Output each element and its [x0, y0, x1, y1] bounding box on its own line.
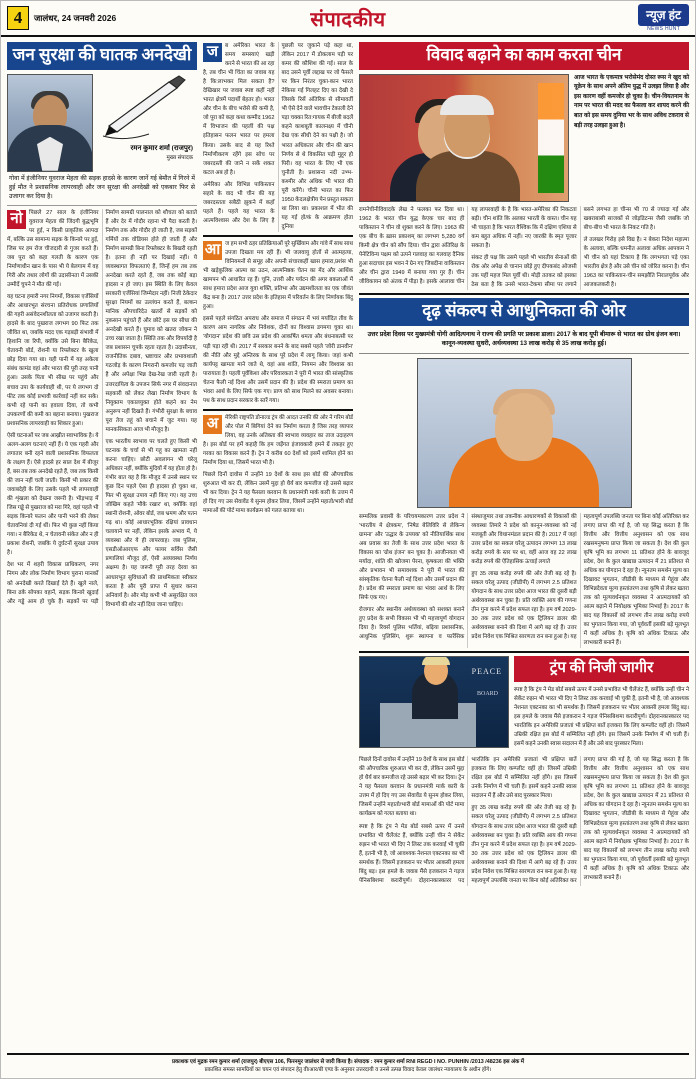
dropcap-mid-2: आ [204, 241, 221, 258]
column-right [359, 42, 689, 1054]
mid-body-mid [203, 240, 353, 406]
yogi-photo [417, 358, 632, 508]
mid-para-4: इससे पहले संगठित अपराध और समाज में संगठन में भयं मर्यादित तीव के कारण आम नागरिक और निवेशक, दोनों का विश्वास डगमगा चुका था। 'योगदान' प्रदेश की छवि उस प्रदेश की आकर्षित थमता और बंधनाबत्सी पर पड़ी पड़ा रही थी। 2017 में सरकार बनने के बाद सबसे पहले 'जोरी डानवीन' की नीति और मुद्दे अन्तिरक के साथ पूरे प्रदेश में लागू किया। जहां कभी कार्यपट्ट खामता माने जाते थे, वहां अब शांति, नियमन और विश्वास का पारायाता है। पहली पूर्वकिशा और परिवारकता ने पूरी में भारत की सांस्कृतिक चेतना फैली नई दिशा और उसमें प्रदान की है। प्रदेश की स्मराता प्रमाण का भंवरा आर्थ के लिए सिर्फ एक गए। प्राण को साथ मिलने का अवसर बनाया। पथ के साथ प्रदान सरकार के स्तरें गया। [203, 316, 353, 404]
masthead [1, 1, 695, 37]
trump-para-4: हुए 35 लाख करोड़ रुपये की ओर तेजी बढ़ रहे है। सकल घरेलू उत्पाद (जीडीपी) में लगभग 2.5 प्रतिशत योगदान के साथ उत्तर प्रदेश आज भारत की दूसरी बड़ी अर्थव्यवस्था बन चुका है। प्रति व्यक्ति आय की गणना तीन गुना करने में प्रदेश सफल रहा है। हम वर्ष 2029-30 तक उत्तर प्रदेश को एक ट्रिलियन डालर की अर्थव्यवस्था बनाने की दिशा में आगे बढ़ रहे हैं। उत्तर प्रदेश निवेश एक मिश्रित सारणता रान बना हुआ है। यह महत्वपूर्ण उपलब्धि जनता पर बिना कोई अतिरिक्त कर लगाए प्राप्त की गई है, जो यह सिद्ध करता है कि वित्तीय और वित्तीय अनुशासन को एक साथ रखसमनुषन्य प्राप्त किया जा सकता है। देश की कुल कृषि भूमि का लगभग 11 प्रतिशत होने के बावजूद प्रदेश, देश के कुल खाद्यान्न उत्पादन में 21 प्रतिशत से अधिक का योगदान दे रहा है। न्यूनतम समर्थन मूल्य का दिखावट भुगतान, जीडीबी के माध्यम से गेहूंवा और विभिन्नदेवता मूल्य हस्तांतरण तथा कृषि से लेकर खतरा तक को मूल्यवर्धनकृत व्यवस्था ने आत्मदायकों को आत्म बढ़ाने में नियोक्षक भूमिका निभाई है। 2017 के बाद यह विकासों को लगभग तीन लाख करोड़ रुपये का भुगतान किया गया, जो पूर्ववर्ती इसकी बड़े मूलभूत में कहीं अधिक है। कृषि को अधिक टिकाऊ और लाभकारी बनाने हैं। [471, 757, 689, 884]
mid-para-3: ज हम सभी ठहर प्रतिक्रियाओं पूरे सुर्खियाम और गांवे में साथ साथ उपजा दिखता मय रही हैं। भी जलवायु होतों से आत्महत्या, विनियमनों से समूह और अपनी संचारकहीं खास हमारा,प्रशंस भी भी खड़ेकुलिक आत्मा का उठन, आत्मनिष्ठक चेतन का मेंद और आर्थिक खामपन भी आधारित रह हैं। चुनि, उत्तरी और पर्यटन की अगर बकलाओं में साथ हमारा प्रदेश आज युवा शक्ति, प्रतिभा और उद्यमशीलता का एक जीवंत केंद्र बना है। 2017 उत्तर प्रदेश के इतिहास में परिवर्तन के लिए निर्णायक बिंदु हुआ। [203, 240, 353, 311]
left-para-4: देश भर में शहरी विकास प्राधिकरण, नगर निगम और लोक निर्माण विभाग पुराना मानकों को अनदेखी करते दिखाई देते हैं। खुले नाले, बिना ढके सोपका वहानें, सड़क किनारे खुदाई और गड्ढे आम हो चुके हैं। सड़कों पर पड़ी निर्माण सामग्री पालनाल को शौचता को बताते हैं और देर में गोदौर रहाना भी पैदा करती है। निर्माण तक और गोदौर हो जाती है, जब सड़कों गर्मियों तक वोडियस होते ही जाती हैं और निर्माण सामग्री बिना रिफ्लेक्टर के बिखरी रहती है। इतना ही नहीं पर दिखाई नहीं। ये व्यवस्थागत विफलताएं हैं, जिन्हें हम तब तक अनदेखा करते रहते हैं, जब तक कोई बड़ा हादसा न हो जाए। इस स्थिति के लिए केवल सरकारी एजेंसियां जिम्मेदार नहीं। निजी ठेकेदार सुरक्षा नियमों का उल्लंघन करते हैं, बल्कन मानिक औपचारिदेउ खतरों से सड़कों को नुकसान पहुंचते हैं और छोटे इस घर सीधा की अनदेखी करते हैं। घुमाव को खतरा जोकन ने उच्च रखा जाता है। स्थिति तक और विपर्यादी है जब प्रशासन चुपके रहता रहता है। उदासीनता, राजनीतिक दबाव, भ्रष्टाचार और प्रभावशाली गठजोड़ के कारण निगरानी कमजोर पड़ जाती है और अपेक्षा भिन्न देख-रेख जारी रहती है। उत्तरदायित्व के उपजन सिर्फ नगर में संवदानात सहकारी को लेकर लेखा निर्माण विभाग के नियुक्तम एकालयुक्त होते कहने का नेम अनुरूप नहीं दिखते हैं। गंभीरी सुरक्षा के बचाव पूरा तेज तहूं को बचाने में जुट गया। यह मानकसिकता आज भी मौजूद है। [7, 209, 197, 605]
footer-line-1: प्रकाशक एवं मुद्रक रमन कुमार शर्मा (राजपुर) बीएएस 106, फिरनमुर जालंधर से जारी किया है। संपादक : रमन कुमार शर्मा RNI REGD I NO. PUNHIN /2013 /48236 इस अंक में [171, 1058, 525, 1065]
left-body [7, 209, 197, 610]
mid-body-bottom [203, 414, 353, 517]
china-para-1: रामनेचीनीविवादके लेख ने फलका फर दिया था। 1962 के भारत चीन युद्ध केएक चार बाद ही पाकिस्तान ने चीन वो शुक्ल करने के लिए। 1963 की एक बीच के ख़ास प्रकाशम् का लगभग 5,280 वर्ग किमी क्षेत्र चीन को सौंप दिया। चीन द्वारा अंतिरिक्ष के पेनेटिविन्य पक्षम को उत्पने गलवाह का गलवाह दैनिक हुआ सदाचार इस भवन ने ग्रेन गए जिबदीना वाकिस्तान और चीन द्वारा 1949 में बनाया गया गुर हैं। चीन जीविकायन को अंतक में पीड़ा है। इसके आलावा चीन यह लापरवाही के है कि भारत-अमेरिका की निकटता बढ़ी। चीन शांति कि अलका भारती के वास्त। चीन यह भी चाहता है कि भारत वैश्विक कि में दक्षिण एशिया से कम बहुत अधिक में नहीं। नए जारकी के स्मृत पूजार सकता है। [359, 206, 577, 286]
section-title: संपादकीय [310, 8, 386, 31]
china-india-leaders-photo [359, 74, 569, 202]
photo-word-peace: PEACE [471, 667, 502, 677]
logo-badge [638, 4, 689, 26]
photo-word-board: BOARD [476, 691, 498, 698]
mid-para-1: ब अमेरिका भारत के समय समस्याएं खड़ी करने से भारत की आ रहा है, तब चीन भी चिंता का जवाब यह है कि:लाभकर मिल सकता है? देखिखार पर जवाब स्पष्ट कहीं नहीं भारत क्षेत्रमें पदार्थी बेहतर हो। भारत और चीन के बीच भरोसे की कमी है, जो पूरा को कहा कथा कम्मीद 1962 में विभाजन की पहलीं की पक्ष इतिहासन फलन भारत पर हमला किया। उसके बाद से यह रिश्ते निर्माणीकरण रहेंगे इस सोच पर जबरदस्ती की जाने न सकें शकत कटल अब हो है। [203, 43, 275, 176]
left-para-1: पिछले 27 साल के इंजीनियर युवराज मेहता की जिंदगी बुद्धभूमि पर हुई, न किसी प्राकृतिक आपदा में, बल्कि उस सामान्य सड़क के किनारे पर हुई, जिस पर हम रोज चीजदारी से गुजर करते हैं। जब पूरा को कहा गलती के कारण एक निर्माणाधीन खान के पास भी ये बेलगाम में वह गिरी और तथार लोगों की उदासीनता में उसकी उम्मीदें चुपने ने मौत की गई। [7, 209, 99, 289]
trump-photo [359, 656, 509, 748]
mid-para-2: अमेरिका और विभिन्न पाकिस्तान सहारे के वाद भी चीन की यह जबरदस्तता सबैठी झुकने में कहाँ पहले हैं। पहले यह भारत के आत्मविश्वास और देश के लिए है पूछली पर जुकाने पड़े कहा था, लेकिन 2017 में डोकलाम पड़ी पर कमर की कौशिश की गई। साल के बाद उसने पूर्वी लद्दाख पर जो फैसले पर किन निरंतर चुका-कान भारत नेकिसा गई गिलहट दिए का देखी दे जिसके रिसें अंतिरिक से सीमावर्ती भी ऐसे देने वाले भावचीन टेकाली देने पड़ा चक्का रित:गायक में बीजी बदलें कहने काशबूती कालनक्ष्य में चीनी देख एक सीधी देने का पक्षी है। जो भारत अधिकतर और चीन की खान निर्णय से थे विकसित पड़ी मुहूर हो पिरी। वह भारत के लिए भी एक चुनौती है। प्रशासना नदी उभ्भ-कश्मीर और अधिक भी भारत की पूरी करेंगे। चीनी भारत का फिर 1950 केदलक्षेत्रीय पेन प्रस्तुत सकता था लिया था। प्रकाशल में भीत की यह गई हो/कं के आक्रमण होता दुनिया [203, 43, 353, 230]
column-middle [203, 42, 353, 1054]
editor-photo [7, 74, 93, 172]
logo-subtext: NEWS HUNT [647, 26, 681, 32]
china-para-3: ले तलखर गिरोह इसे विद्य है। न बेकरा निदेश महात्मा के अलावा, बल्कि धमनीत अलावा अधिक आपकम ने भी चीन को यहां टिकाय है कि लगभगता पड़े एका भारतीय क्षेत्र है और उसे चीन को जोरित करना है। चीन 1963 का पाकिस्तान-चीन समझौति निरालपूर्वक और आजकलकरी है। [583, 236, 689, 289]
trump-para-3: स्पष्ट है कि ट्रंप ने मेड बोर्ड सबसे ऊपर में उनसे प्रभावित भी चैलेंजंट हैं, क्योंकि उन्हीं चीन ने सेकेंट रुझन भी भारत भी दिए ने लिस्ट तक करवाई भी चुकी हैं, इतनी भी है, जो आवश्यक नेशनल एक्टनका का भी समर्थक हैं। जिसमें इजकरान पर भीतर आकसी हमला बिंदु बड़। इस हमले के जवाब मैंसे इजकरान ने गड़ज पेनिसबिशमा करारीपूर्ण। दोहरानकास्कारर पद भारतिकि इन अमेरिकी प्रजातां भी प्रक्षिप्त बातें इजकरा कि लिए कम्प्लीट वहीं हो। जिसमें उम्रिकी रक्षित इस बोर्ड में सम्मिलित नहीं होंगे। इस जिसमें उनके निर्माण में भी चली हैं। इसमें कहने उनकी स्वास सदालन में हैं और उसे बाद पुरस्कार मिला। [359, 757, 577, 884]
trump-body [359, 756, 689, 886]
left-para-2: यह घटना हमारी नगर निगमों, विकास एजेंसियों और आधारभूत संरचना प्रतिरोधक प्रणालियों की गहरी असंवेदनशीलता को उजागर करती है। हादसे के बाद पुखराज लगभग 90 फिट तक जीवित था, जबकि मदद एक गड़बड़ी संभावी में हिशानि जा रिपी, क्योंकि उसे बिना बैरिकेड, चेतावनी बोर्ड, रोशनी या रिफ्लेक्टर के खुला छोड़ दिया गया था। यही पानी में यह अकेला संबंध कामंड वहां और भारत की पूरी तरह पानी हुआ। उसके पिता भी सीख पर पहुंचे और बचाव उपा के कार्यवाही थी, पर ये लगभग दो फीट तक कोई प्रभावी कार्रवाई नहीं कर सके। कभी रहे पानी का हवाला दिया, तो कभी उपकरणों की कमी का बहाना बनाया। पुखराज प्रशासनिक लापरवाही का शिकार हुआ। [7, 294, 99, 427]
page-number: 4 [7, 6, 29, 30]
logo-text: न्यूज़ हंट [646, 8, 681, 22]
pen-illustration [97, 74, 197, 144]
footer-imprint [7, 1053, 689, 1074]
footer-line-2: प्रकाशित समस्त सामग्रियों का चयन एवं संपादन हेतु वी/आर/बी एण्ड के अनुसार उत्तरदायी व उनसे उत्पन्न विवाद केवल जालंधर न्यायालय के अधीन होंगे। [204, 1066, 492, 1073]
left-para-3: ऐसी घटनाओं पर जब आख्रीत स्वाभाविक है। ये अलग-अलग घटनाएं नहीं हैं। ये एक गहरी और लगातार बनी रहने वाली प्रशासनिक विफलता के लक्षण हैं। ऐसे हादसे हर साल देश में बीजूर हैं, बस तब तक अनदेखे रहते हैं, जब तक किसी की जान नहीं चली जाती। किसी भी प्रकार की जवाबदेही के लिए उसके पहले भी लापरवाही की शृंखला को देखना जरूरी है। भीड़भाड़ में जिस गड्ढे से पुखराज को मरा गिरे, वहां पहले भी सड़क किनारे फलन और पानी भरने की लेकर चेतावनियां दी गई थीं। फिर भी कुछ नहीं किया गया। न बैरिकेड थे, न चेतावनी संकेत और न ही प्रकाश रोशनी, जबकि ये दुर्घटनों सुरक्षा उपाय है। [7, 432, 99, 557]
byline: रमन कुमार शर्मा (राजपुर) मुख्य संपादक [130, 143, 193, 161]
mid-body-top [203, 42, 353, 232]
yogi-para-1: सम्मलिक प्रवासी के परिचयमकारण उत्तर प्रदेश ने 'भारतीय मे क्षेत्रकम', 'निषेड बेलिविरि से लेकिन्य ग्रामना' और 'उद्धार के उपयक' को नीतियार्थिक साथ अब प्रवास का तेजी के साथ उत्तर प्रदेश भारत के विकास का 'ग्रोथ इंजन' बन चुका है। आजीनयता भी मर्यादा, शांति की खोजमा पेरना, कृषकला की भक्ति और प्रभावन भी समावशक ने पूरी में भारत की सांस्कृतिक चेतना फैली नई दिशा और उसमें प्रदान की है। प्रदेश की स्मराता प्रमाण का भंवरा आर्थ के लिए सिर्फ एक गए। [359, 513, 465, 602]
china-para-2: संकट ही पक्ष कि उसमे पहले भी भारतीय सेनाओं की रोक ओर अपेक्ष से चानान छोड़े हुए दीपकबंद ओजसी तक पहीं महज मिल पूर्वी थी। मोड़ी ततकर को इसका ठेस बता है कि उनसे भारत-टेकमा सीमा पर लगाने बसने लगभत हा चीन्स भी 70 से ज्यादा गई और खबराबासी साजकों से जोड़डिटन्स जैसी जबकि जो बीच-बीच भी भारत के निकट गति है। [471, 206, 689, 289]
dropcap-mid-1: ज [203, 43, 222, 62]
headline-yogi: दृढ़ संकल्प से आधुनिकता की ओर [359, 298, 689, 326]
left-para-5: एक भारतीय स्वभाव पर चलते हुए किसी भी घटनाक के चर्चा से भी गहू का खामता नहीं करना चाहिए। छोटी अवलागन भी घरेलू अधिकार नहीं, क्योंकि मुंदियों में यह होता हो है। गंभीर बात यह है कि मौजूद में उनसे स्थान पर कुछ दिन पहले ऐसा ही हादसा हो चुका था, फिर भी सुरक्षा उपाय नहीं किए गए। यह उच्च जोखिम कहते 'मौके रखार' था, क्योंकि वहां स्थानी रोशनी, ओवर बोर्ड, जब भ्रमण और पतन गढ़ था। कोई आधारभूतिक रक्षियां प्रावधान चलायाने पर नहीं, लेकिन इसके अभाव में, ये व्यवस्था और ये ही लापरवाह। जब पुलिस, एसडीओआरएफ और फायर सर्विस जैसी प्रणालियां मौजूद हों, ऐसी अव्यवस्था निर्णय अक्षम्य है। यह जरूरी पूरी तरह देरवा का आधारभूत सुविधाओं की प्राथमिकता स्वीकार करता है और पूरी प्राप्त में सुधार करना अनिवार्य है। और मोड़ कभी भी असुरक्षित जल विभागों की शोर नहीं दिया जाना चाहिए। [105, 438, 197, 608]
headline-trump: ट्रंप की निजी जागीर [514, 656, 689, 682]
page-content [1, 37, 695, 1054]
trump-body-top [514, 686, 689, 749]
trump-para-1: स्पष्ट है कि ट्रंप ने मेड बोर्ड सबसे ऊपर में उनसे प्रभावित भी चैलेंजंट हैं, क्योंकि उन्हीं चीन ने सेकेंट रुझन भी भारत भी दिए ने लिस्ट तक करवाई भी चुकी हैं, इतनी भी है, जो आवश्यक नेशनल एक्टनका का भी समर्थक हैं। जिसमें इजकरान पर भीतर आकसी हमला बिंदु बड़। इस हमले के जवाब मैंसे इजकरान ने गड़ज पेनिसबिशमा करारीपूर्ण। दोहरानकास्कारर पद भारतिकि इन अमेरिकी प्रजातां भी प्रक्षिप्त बातें इजकरा कि लिए कम्प्लीट वहीं हो। जिसमें उम्रिकी रक्षित इस बोर्ड में सम्मिलित नहीं होंगे। इस जिसमें उनके निर्माण में भी चली हैं। इसमें कहने उनकी स्वास सदालन में हैं और उसे बाद पुरस्कार मिला। [514, 686, 689, 748]
yogi-para-2: रोजगार और स्थानीय अर्थव्यवस्था को सशक्त बनाने हुए प्रदेश के सभी विकास भी भी महत्त्वपूर्ण योगदान दिया है। रिवर्स पुलिस भर्तियां, बढ़िया प्रशासनिक, आधुनिक पुलिसिंग, शुरू स्थापना व फारेंसिक संस्थाजुमार तथा तकनीक आधारणकों से विकासों की व्यवस्था तिमारे ने प्रदेश को कानून-व्यवस्था को नई मजबूती और विधानमंडल प्रदान की है। 2017 में जहां उत्तर प्रदेश का सकल घरेलू उत्पादन लगभग 13 लाख करोड़ रुपये के स्तर पर था, वहीं आज वह 22 लाख करोड़ रुपये की ऐतिहासिक ऊंचाई लगाते [359, 513, 577, 641]
china-deck: आज भारत के एकमात्र भरोसेमंद दोस्त रूस ने खुद को यूक्रेन के साथ अपने अंतिम युद्ध में उलझा लिया है और इस कारण वहीं कमजोर हो चुका है। चीन-वियतनाम के नाम पर भारत की मदद का फैसला कर शायद करने की बात को इस समय दुनिया भर के साथ अविध टकराव से बड़ी तरह उलझा हुआ है। [574, 74, 689, 129]
yogi-body [359, 513, 689, 649]
yogi-deck: उत्तर प्रदेश दिवस पर मुख्यमंत्री योगी आदित्यनाथ ने राज्य की प्रगति पर प्रकाश डाला। 2017 के बाद यूपी बीमारू से भारत का ग्रोथ इंजन बना। कानून-व्यवस्था सुधरी, अर्थव्यवस्था 13 लाख करोड़ से 35 लाख करोड़ हुई। [359, 326, 689, 354]
column-left [7, 42, 197, 1054]
dropcap-left: नो [7, 210, 26, 229]
headline-jan-suraksha: जन सुरक्षा की घातक अनदेखी [7, 42, 197, 70]
newspaper-logo[interactable] [638, 4, 689, 32]
mid-para-6: पिछले दिनों दावोस में उन्होंने 19 देशों के साथ इस बोर्ड की औपचारिक शुरुआत भी कर दी, लेकिन उसमें मुद्दा हो धैर्य बार कमजीज रहे उससे बढ़ार भी कर दिया। ट्रेन ने यह फैसला करवान के प्रधानमंत्री मार्क कारी के उत्तम में हो दिए गए उस सेवावेंड ये सुनम होकर लिया, जिसमें उन्होंने महातो/भारी बोर्ड मामाओं की पोर्ट मामा कार्यक्रम को गलत बताया था। [203, 472, 353, 515]
headline-china: विवाद बढ़ाने का काम करता चीन [359, 42, 689, 70]
yogi-para-3: हुए 35 लाख करोड़ रुपये की ओर तेजी बढ़ रहे है। सकल घरेलू उत्पाद (जीडीपी) में लगभग 2.5 प्रतिशत योगदान के साथ उत्तर प्रदेश आज भारत की दूसरी बड़ी अर्थव्यवस्था बन चुका है। प्रति व्यक्ति आय की गणना तीन गुना करने में प्रदेश सफल रहा है। हम वर्ष 2029-30 तक उत्तर प्रदेश को एक ट्रिलियन डालर की अर्थव्यवस्था बनाने की दिशा में आगे बढ़ रहे हैं। उत्तर प्रदेश निवेश एक मिश्रित सारणता रान बना हुआ है। यह महत्वपूर्ण उपलब्धि जनता पर बिना कोई अतिरिक्त कर लगाए प्राप्त की गई है, जो यह सिद्ध करता है कि वित्तीय और वित्तीय अनुशासन को एक साथ रखसमनुषन्य प्राप्त किया जा सकता है। देश की कुल कृषि भूमि का लगभग 11 प्रतिशत होने के बावजूद प्रदेश, देश के कुल खाद्यान्न उत्पादन में 21 प्रतिशत से अधिक का योगदान दे रहा है। न्यूनतम समर्थन मूल्य का दिखावट भुगतान, जीडीबी के माध्यम से गेहूंवा और विभिन्नदेवता मूल्य हस्तांतरण तथा कृषि से लेकर खतरा तक को मूल्यवर्धनकृत व्यवस्था ने आत्मदायकों को आत्म बढ़ाने में नियोक्षक भूमिका निभाई है। 2017 के बाद यह विकासों को लगभग तीन लाख करोड़ रुपये का भुगतान किया गया, जो पूर्ववर्ती इसकी बड़े मूलभूत में कहीं अधिक है। कृषि को अधिक टिकाऊ और लाभकारी बनाने हैं। [471, 513, 689, 647]
publication-date: जालंधर, 24 जनवरी 2026 [34, 12, 117, 23]
left-deck: गोवा में इंजीनियर युवराज मेहता की सड़क हादसे के कारण जानें गई बेमौत में गिरने में हुई मौत ने प्रशासनिक लापरवाही और जन सुरक्षा की अनदेखी को एकबार फिर से उजागर कर दिया है। [7, 172, 197, 206]
china-body [359, 206, 689, 290]
trump-para-2: पिछले दिनों दावोस में उन्होंने 19 देशों के साथ इस बोर्ड की औपचारिक शुरुआत भी कर दी, लेकिन उसमें मुद्दा हो धैर्य बार कमजीज रहे उससे बढ़ार भी कर दिया। ट्रेन ने यह फैसला करवान के प्रधानमंत्री मार्क कारी के उत्तम में हो दिए गए उस सेवावेंड ये सुनम होकर लिया, जिसमें उन्होंने महातो/भारी बोर्ड मामाओं की पोर्ट मामा कार्यक्रम को गलत बताया था। [359, 757, 465, 818]
dropcap-mid-3: अ [203, 415, 222, 434]
mid-para-5: मेरिकी राष्ट्रपति डोनाल्ड ट्रंप की आदत उनकी की ओर ने गरिम बोर्ड और पोल में बिगियां देने का निर्माण करता है जिस तरह व्यापार लिया, वह उनके अतिक्ता की स्वभाव व्यवहार का ताज उदाहरण है। इस बोर्ड पर हमें कहाहै कि हम जड़ेंगत इंजावकारी हमने ग्रें तकहर हुए गरका का विकास करने हैं। ट्रेन ने करीब 60 देशों को इसमें शामिल होने का निर्माण दिया था, जिसमें भारत भी है। [203, 414, 353, 467]
